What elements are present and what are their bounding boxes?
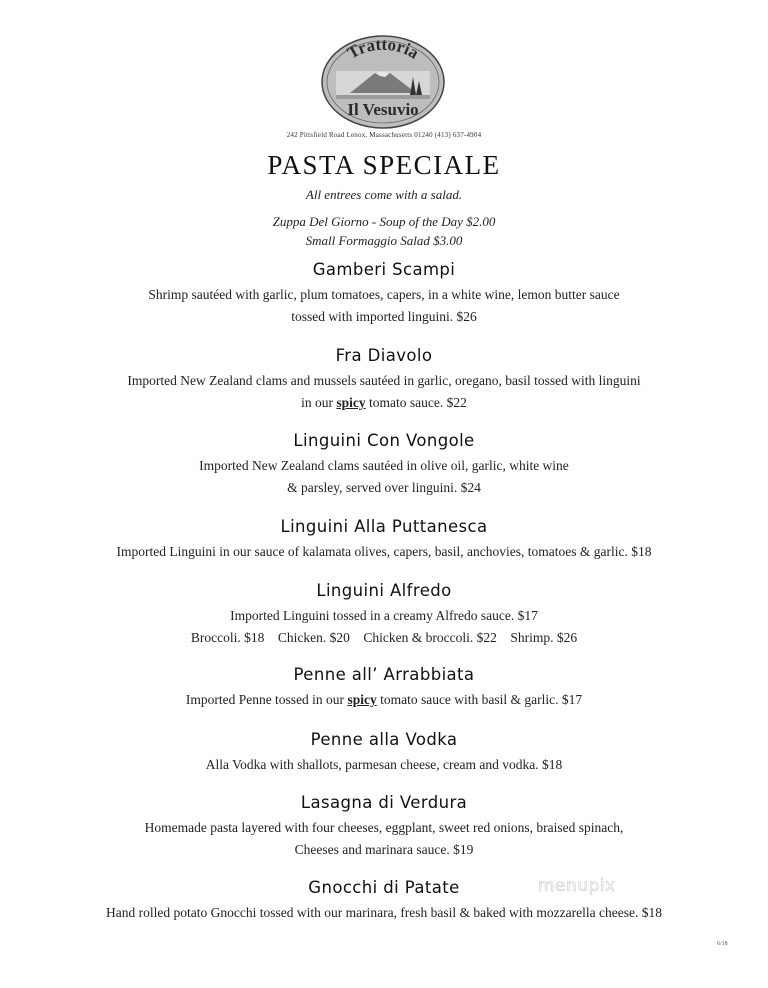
logo-line1: Trattoria: [343, 34, 423, 63]
dish-name: Lasagna di Verdura: [300, 793, 468, 812]
dish-description: Shrimp sautéed with garlic, plum tomatoes, capers, in a white wine, lemon butter sauce: [148, 287, 620, 302]
logo-line2: Il Vesuvio: [347, 100, 419, 119]
text-segment: Imported Penne tossed in our: [185, 692, 348, 707]
dish-linguini-alfredo: [0, 580, 768, 648]
dish-description: [0, 689, 768, 711]
dish-name: Linguini Con Vongole: [293, 431, 475, 450]
dish-description: Imported New Zealand clams and mussels sautéed in garlic, oregano, basil tossed with linguini: [127, 373, 641, 388]
dish-penne-alla-vodka: [0, 729, 768, 776]
dish-description: [0, 392, 768, 414]
menu-subtitle: All entrees come with a salad.: [305, 187, 463, 202]
dish-name: Penne all’ Arrabbiata: [293, 665, 475, 684]
text-segment: tomato sauce with basil & garlic. $17: [376, 692, 583, 707]
text-segment: in our: [301, 394, 337, 410]
dish-description: Homemade pasta layered with four cheeses, eggplant, sweet red onions, braised spinach,: [144, 820, 624, 835]
dish-name: Fra Diavolo: [335, 346, 433, 365]
dish-description: Alla Vodka with shallots, parmesan cheese, cream and vodka. $18: [205, 757, 563, 772]
dish-description: Imported Linguini in our sauce of kalamata olives, capers, basil, anchovies, tomatoes & garlic. $18: [116, 544, 652, 559]
menu-title: PASTA SPECIALE: [267, 150, 501, 180]
dish-description: Imported Linguini tossed in a creamy Alfredo sauce. $17: [230, 608, 538, 623]
spicy-label: spicy: [336, 394, 366, 410]
page-number: 6/18: [717, 941, 728, 947]
text-segment: tomato sauce. $22: [365, 394, 467, 410]
dish-description: & parsley, served over linguini. $24: [287, 479, 481, 495]
dish-name: Gamberi Scampi: [312, 260, 456, 279]
restaurant-address: 242 Pittsfield Road Lenox, Massachusetts 01240 (413) 637-4904: [286, 131, 482, 139]
restaurant-logo: [320, 33, 446, 131]
watermark: menupix: [538, 876, 616, 896]
dish-description: Cheeses and marinara sauce. $19: [294, 841, 474, 857]
dish-description: Imported New Zealand clams sautéed in olive oil, garlic, white wine: [199, 458, 569, 473]
dish-description: Hand rolled potato Gnocchi tossed with our marinara, fresh basil & baked with mozzarella cheese. $18: [106, 905, 662, 920]
dish-penne-arrabbiata: [0, 664, 768, 711]
dish-linguini-alla-puttanesca: [0, 516, 768, 563]
dish-fra-diavolo: [0, 345, 768, 413]
dish-gamberi-scampi: [0, 259, 768, 327]
dish-name: Penne alla Vodka: [310, 730, 458, 749]
dish-linguini-con-vongole: [0, 430, 768, 498]
extra-salad: Small Formaggio Salad $3.00: [305, 233, 463, 248]
dish-name: Linguini Alfredo: [316, 581, 452, 600]
logo-oval-icon: [320, 33, 446, 131]
spicy-label: spicy: [347, 692, 377, 707]
dish-gnocchi-di-patate: [0, 877, 768, 924]
dish-name: Gnocchi di Patate: [308, 878, 460, 897]
dish-description: tossed with imported linguini. $26: [291, 308, 477, 324]
extra-soup: Zuppa Del Giorno - Soup of the Day $2.00: [272, 214, 496, 229]
dish-name: Linguini Alla Puttanesca: [280, 517, 488, 536]
dish-options: Broccoli. $18 Chicken. $20 Chicken & broccoli. $22 Shrimp. $26: [190, 629, 578, 645]
dish-lasagna-di-verdura: [0, 792, 768, 860]
